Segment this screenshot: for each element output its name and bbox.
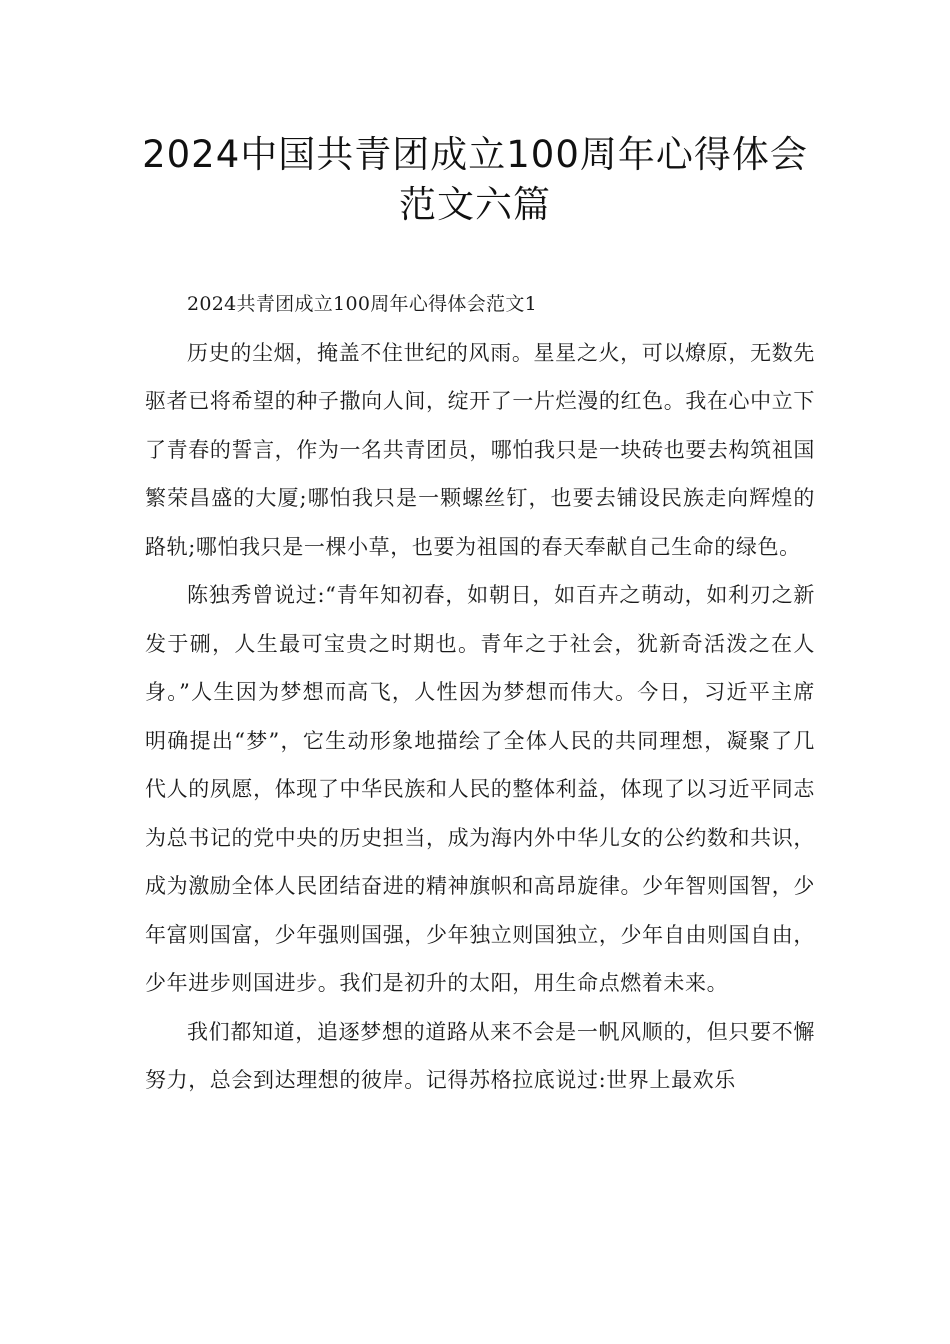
paragraph-1: 历史的尘烟，掩盖不住世纪的风雨。星星之火，可以燎原，无数先驱者已将希望的种子撒向人间，绽开了一片烂漫的红色。我在心中立下了青春的誓言，作为一名共青团员，哪怕我只是一块砖也要去构筑祖国繁荣昌盛的大厦;哪怕我只是一颗螺丝钉，也要去铺设民族走向辉煌的路轨;哪怕我只是一棵小草，也要为祖国的春天奉献自己生命的绿色。: [145, 340, 815, 559]
paragraph-3: 我们都知道，追逐梦想的道路从来不会是一帆风顺的，但只要不懈努力，总会到达理想的彼岸。记得苏格拉底说过:世界上最欢乐: [145, 1019, 815, 1092]
document-title-line-2: 范文六篇: [399, 183, 551, 226]
section-subheading: 2024共青团成立100周年心得体会范文1: [187, 293, 538, 315]
document-title-line-1: 2024中国共青团成立100周年心得体会: [142, 133, 808, 176]
paragraph-2: 陈独秀曾说过:“青年知初春，如朝日，如百卉之萌动，如利刃之新发于硎，人生最可宝贵之时期也。青年之于社会，犹新奇活泼之在人身。”人生因为梦想而高飞，人性因为梦想而伟大。今日，习近平主席明确提出“梦”，它生动形象地描绘了全体人民的共同理想，凝聚了几代人的夙愿，体现了中华民族和人民的整体利益，体现了以习近平同志为总书记的党中央的历史担当，成为海内外中华儿女的公约数和共识，成为激励全体人民团结奋进的精神旗帜和高昂旋律。少年智则国智，少年富则国富，少年强则国强，少年独立则国独立，少年自由则国自由，少年进步则国进步。我们是初升的太阳，用生命点燃着未来。: [145, 583, 815, 995]
document-body: [145, 280, 815, 1105]
